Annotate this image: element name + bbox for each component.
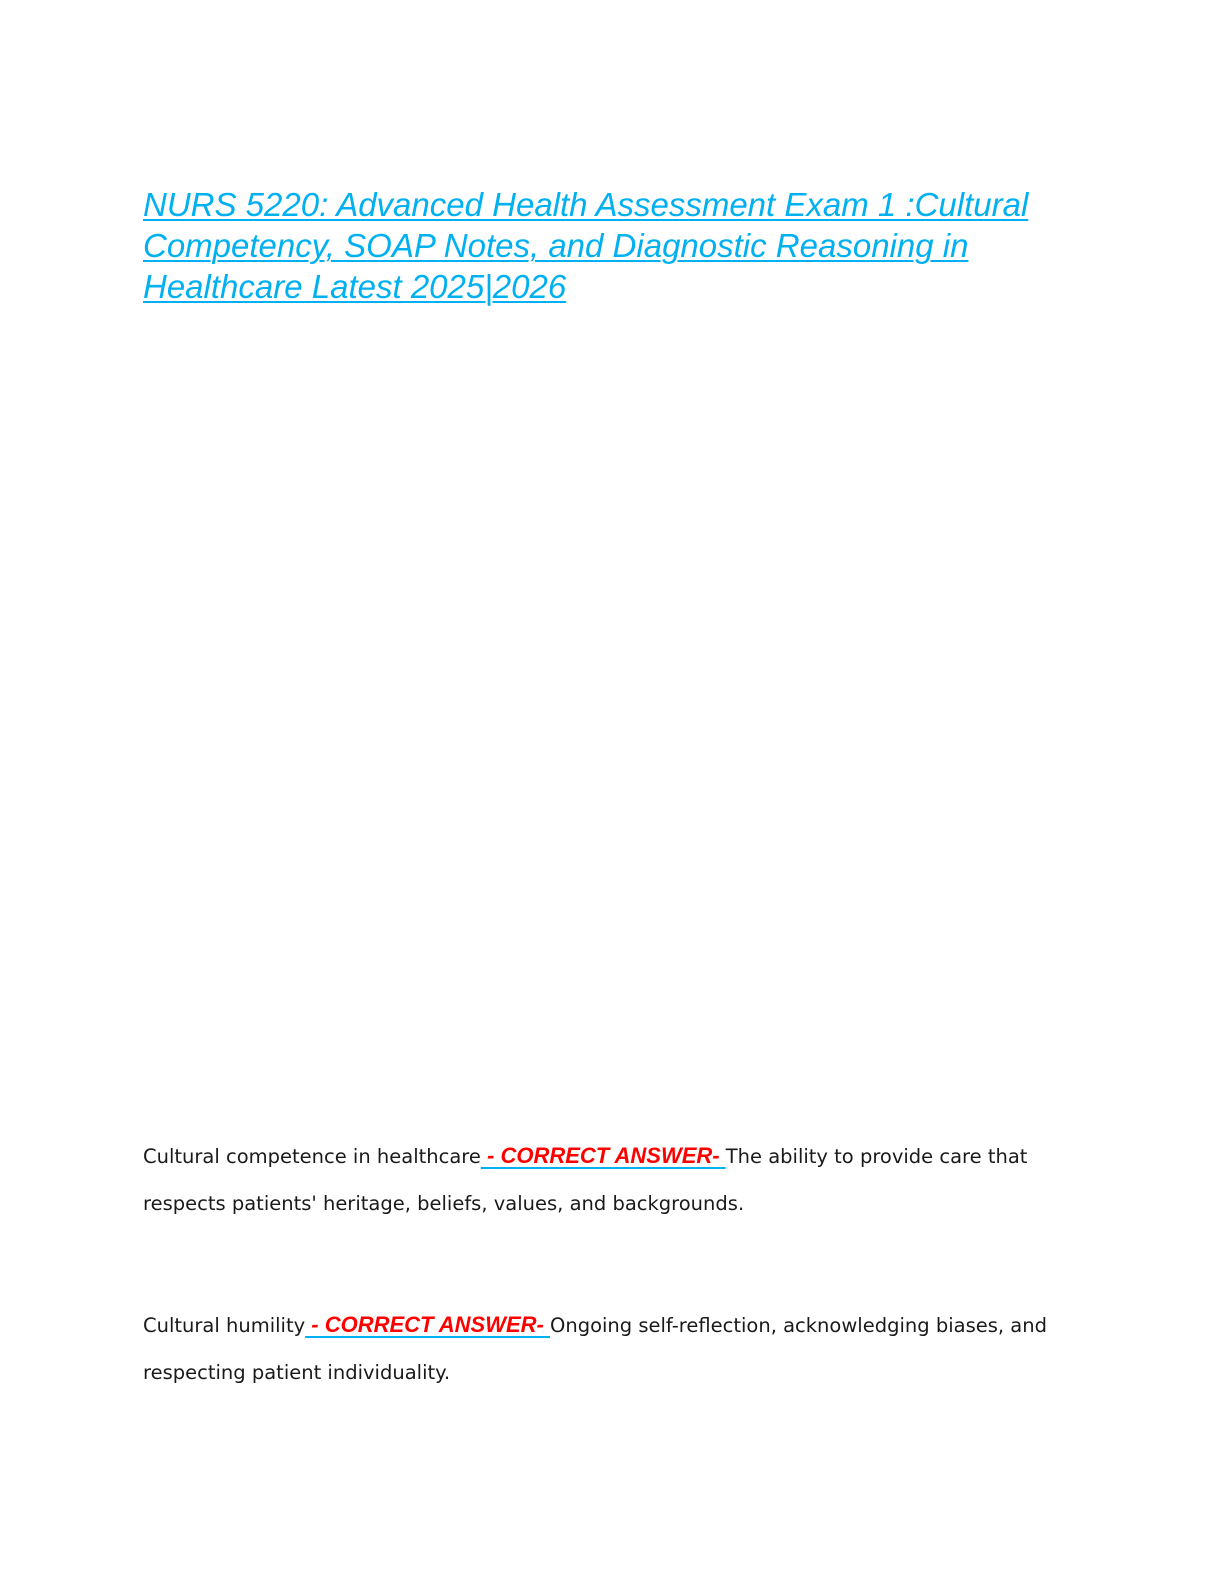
- qa-definition: Ongoing self-reflection, acknowledging biases, and respecting patient individuality.: [143, 1314, 1047, 1384]
- qa-definition: The ability to provide care that respects patients' heritage, beliefs, values, and backgrounds.: [143, 1145, 1028, 1215]
- document-title-link[interactable]: NURS 5220: Advanced Health Assessment Exam 1 :Cultural Competency, SOAP Notes, and Diagnostic Reasoning in Healthcare Latest 2025|2026: [143, 186, 1029, 305]
- correct-answer-marker: - CORRECT ANSWER-: [305, 1312, 550, 1337]
- correct-answer-marker: - CORRECT ANSWER-: [480, 1143, 726, 1168]
- qa-term: Cultural competence in healthcare: [143, 1145, 481, 1168]
- qa-entry-cultural-humility: [143, 1301, 1083, 1396]
- qa-entry-cultural-competence: [143, 1132, 1083, 1227]
- qa-term: Cultural humility: [143, 1314, 306, 1337]
